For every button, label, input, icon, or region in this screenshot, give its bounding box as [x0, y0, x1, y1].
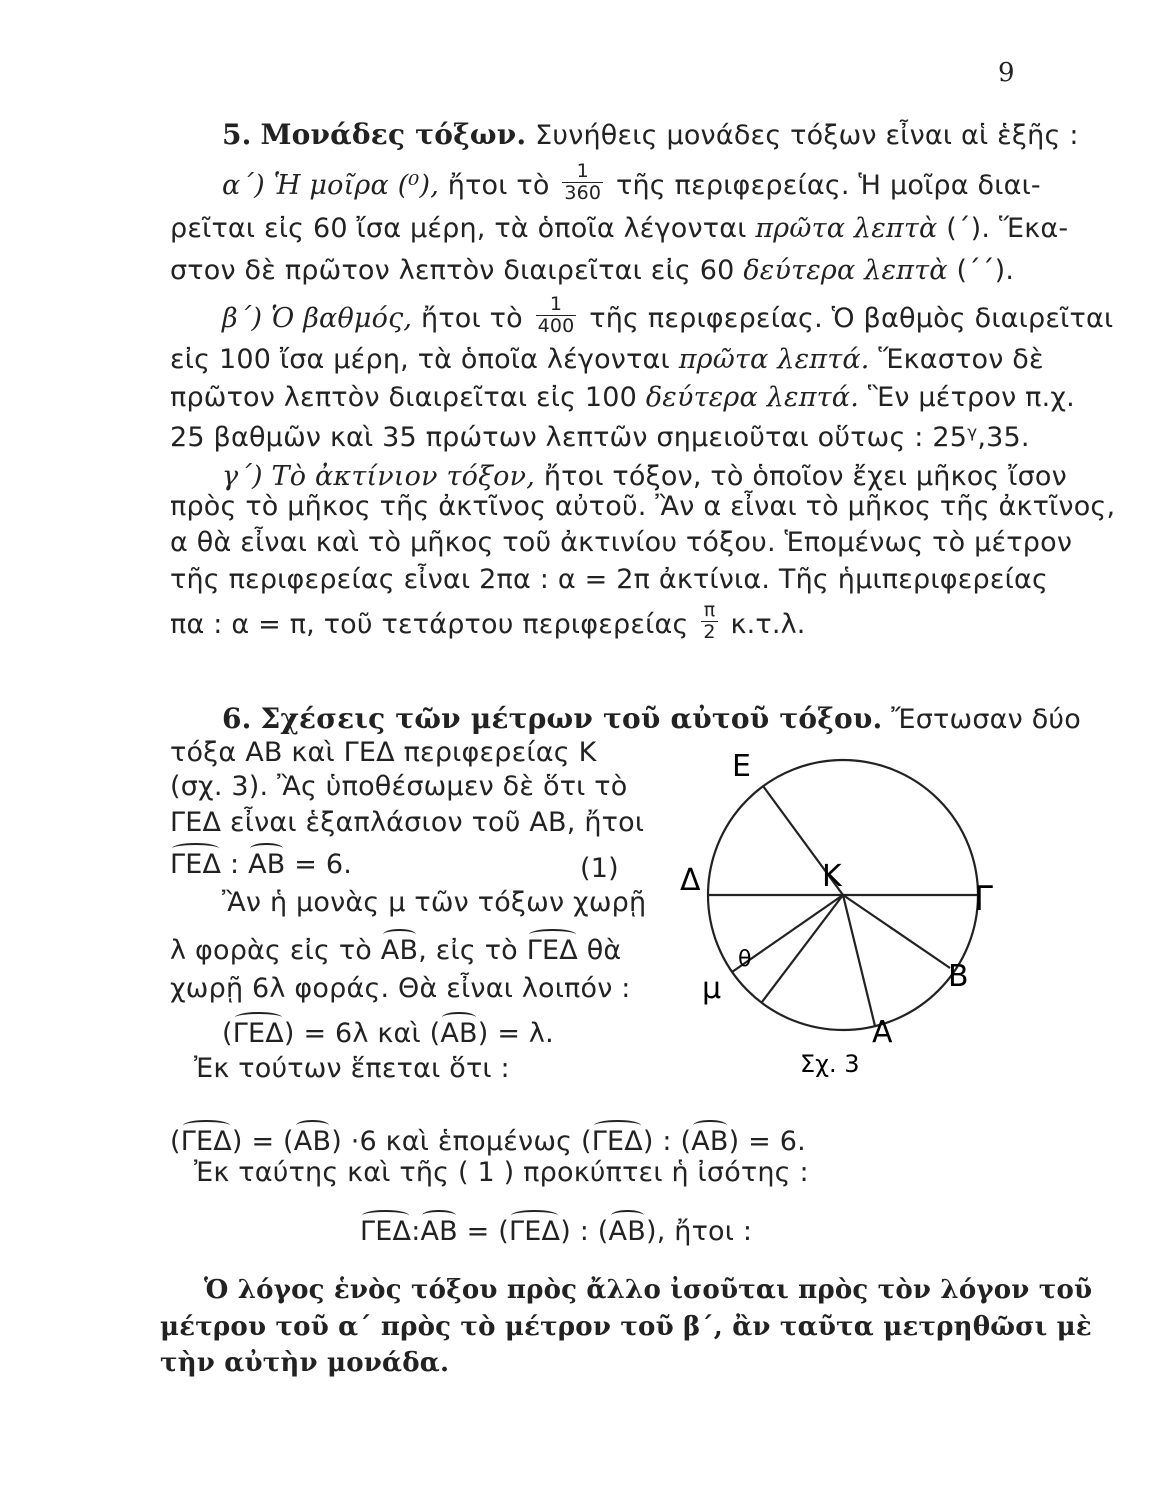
page-number: 9 [998, 58, 1015, 88]
s5-intro: Συνήθεις μονάδες τόξων εἶναι αἱ ἑξῆς : [535, 120, 1079, 151]
s5-line-11: α θὰ εἶναι καὶ τὸ μῆκος τοῦ ἀκτινίου τόξου. Ἑπομένως τὸ μέτρον [170, 527, 1073, 558]
s5-c-label: γ΄) Τὸ ἀκτίνιον τόξον, [222, 461, 536, 492]
s5-a-pre: ἤτοι τὸ [447, 170, 550, 201]
theorem-line-2: μέτρου τοῦ α΄ πρὸς τὸ μέτρον τοῦ β΄, ἂν ταῦτα μετρηθῶσι μὲ [160, 1312, 1092, 1342]
arc-ab: ΑΒ [248, 846, 285, 882]
s5-line-2 [222, 160, 1041, 208]
label-e: Ε [732, 749, 751, 784]
label-theta: θ [738, 947, 752, 972]
s5-line-3: ρεῖται εἰς 60 ἴσα μέρη, τὰ ὁποῖα λέγονται πρῶτα λεπτὰ (΄). Ἕκα- [170, 213, 1069, 244]
label-k: Κ [822, 859, 842, 894]
s5-a-post: τῆς περιφερείας. Ἡ μοῖρα διαι- [616, 170, 1041, 201]
label-mu: μ [702, 971, 722, 1006]
s5-title: Μονάδες τόξων. [260, 118, 527, 151]
figure-caption: Σχ. 3 [800, 1050, 860, 1078]
s5-a-label: α΄) Ἡ μοῖρα (⁰), [222, 170, 439, 201]
label-b: Β [948, 959, 969, 994]
s5-line-6: εἰς 100 ἴσα μέρη, τὰ ὁποῖα λέγονται πρῶτα λεπτά. Ἕκαστον δὲ [170, 344, 1044, 375]
s6-line-4: ΓΕΔ εἶναι ἑξαπλάσιον τοῦ ΑΒ, ἤτοι [170, 807, 645, 838]
s6-line-7: λ φορὰς εἰς τὸ ΑΒ, εἰς τὸ ΓΕΔ θὰ [170, 932, 621, 968]
s5-line-4: στον δὲ πρῶτον λεπτὸν διαιρεῖται εἰς 60 δεύτερα λεπτὰ (΄΄). [170, 255, 1015, 286]
s5-line-5: β΄) Ὁ βαθμός, ἤτοι τὸ $\frac{1}{400}$ τῆς περιφερείας. Ὁ βαθμὸς διαιρεῖται [222, 293, 1114, 337]
s6-line-2: τόξα ΑΒ καὶ ΓΕΔ περιφερείας Κ [170, 737, 597, 768]
s5-number: 5. [222, 118, 252, 151]
s6-line-11: (ΓΕΔ) = (ΑΒ) ·6 καὶ ἑπομένως (ΓΕΔ) : (ΑΒ) = 6. [170, 1123, 806, 1159]
s6-line-9: (ΓΕΔ) = 6λ καὶ (ΑΒ) = λ. [222, 1015, 554, 1051]
s6-line-3: (σχ. 3). Ἂς ὑποθέσωμεν δὲ ὅτι τὸ [170, 771, 628, 802]
s6-line-13: ΓΕΔ:ΑΒ = (ΓΕΔ) : (ΑΒ), ἤτοι : [360, 1213, 752, 1249]
s5-line-9: γ΄) Τὸ ἀκτίνιον τόξον, ἤτοι τόξον, τὸ ὁποῖον ἔχει μῆκος ἴσον [222, 461, 1067, 492]
s6-line-10: Ἐκ τούτων ἕπεται ὅτι : [194, 1053, 510, 1084]
label-gamma: Γ [974, 879, 993, 919]
theorem-line-3: τὴν αὐτὴν μονάδα. [160, 1348, 450, 1378]
equation-number-1: (1) [580, 853, 619, 884]
figure-3-circle-diagram [680, 740, 1000, 1080]
fraction-1-360: $\frac{1}{360}$ [564, 160, 602, 204]
s6-line-1: 6. Σχέσεις τῶν μέτρων τοῦ αὐτοῦ τόξου. Ἔστωσαν δύο [222, 702, 1081, 735]
s6-line-6: Ἂν ἡ μονὰς μ τῶν τόξων χωρῇ [222, 887, 647, 918]
s6-title: Σχέσεις τῶν μέτρων τοῦ αὐτοῦ τόξου. [260, 702, 883, 735]
s5-line-13: πα : α = π, τοῦ τετάρτου περιφερείας $\frac{\pi}{2}$ κ.τ.λ. [170, 599, 806, 643]
fraction-1-400: $\frac{1}{400}$ [537, 293, 575, 337]
radius-k-mu-2 [762, 895, 843, 1002]
s6-line-5: ΓΕΔ : ΑΒ = 6. [170, 846, 352, 882]
label-a: Α [872, 1015, 893, 1050]
fraction-pi-2: $\frac{\pi}{2}$ [703, 599, 716, 643]
s5-b-label: β΄) Ὁ βαθμός, [222, 303, 413, 334]
s5-line-8: 25 βαθμῶν καὶ 35 πρώτων λεπτῶν σημειοῦται οὕτως : 25ᵞ,35. [170, 422, 1030, 453]
s6-line-8: χωρῇ 6λ φοράς. Θὰ εἶναι λοιπόν : [170, 973, 631, 1004]
theorem-line-1: Ὁ λόγος ἑνὸς τόξου πρὸς ἄλλο ἰσοῦται πρὸς τὸν λόγον τοῦ [204, 1275, 1093, 1305]
s6-number: 6. [222, 702, 252, 735]
s5-line-7: πρῶτον λεπτὸν διαιρεῖται εἰς 100 δεύτερα λεπτά. Ἓν μέτρον π.χ. [170, 382, 1075, 413]
label-delta: Δ [680, 863, 701, 898]
s5-line-10: πρὸς τὸ μῆκος τῆς ἀκτῖνος αὐτοῦ. Ἂν α εἶναι τὸ μῆκος τῆς ἀκτῖνος, [170, 491, 1116, 522]
arc-gea: ΓΕΔ [170, 846, 221, 882]
s5-line-1 [222, 118, 1079, 153]
s6-line-12: Ἐκ ταύτης καὶ τῆς ( 1 ) προκύπτει ἡ ἰσότης : [194, 1157, 809, 1188]
s5-line-12: τῆς περιφερείας εἶναι 2πα : α = 2π ἀκτίνια. Τῆς ἡμιπεριφερείας [170, 564, 1049, 595]
